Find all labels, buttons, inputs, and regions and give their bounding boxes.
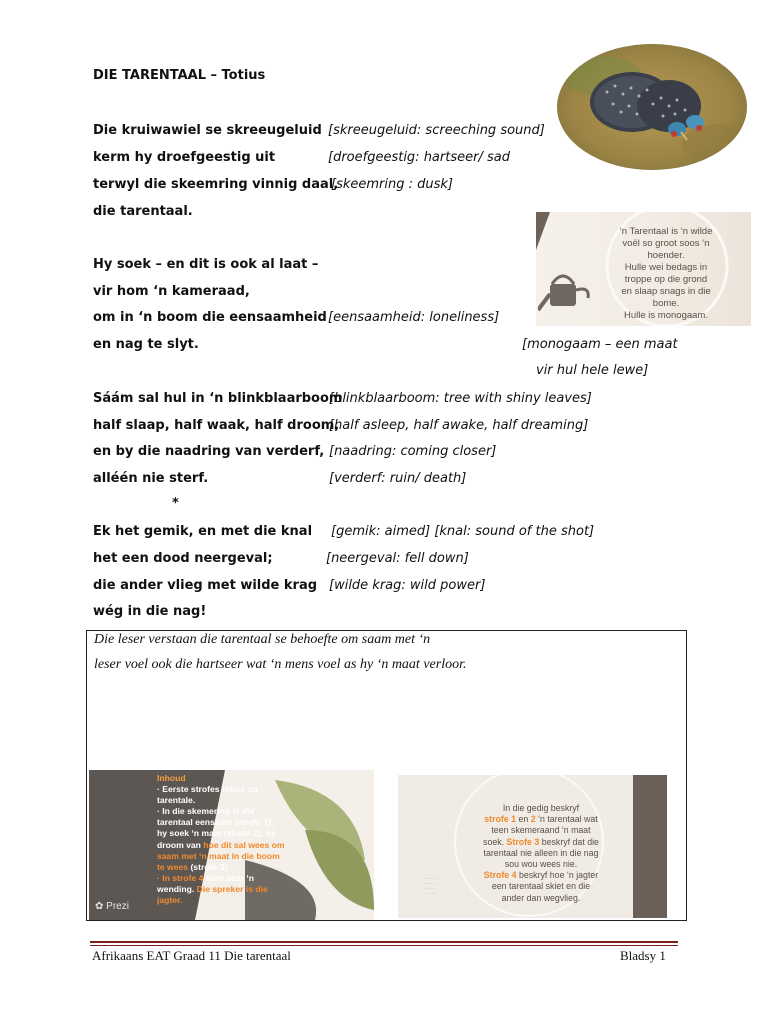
gloss: [neergeval: fell down]: [326, 551, 469, 566]
info-line: Hulle is monogaam.: [624, 310, 708, 321]
slide-highlight: Strofe 3: [506, 836, 540, 847]
poem-line: alléén nie sterf.: [93, 471, 209, 486]
slide-side-bar: [633, 775, 667, 918]
info-line: Hulle wei bedags in: [624, 262, 708, 273]
watering-can-icon: [538, 264, 594, 320]
slide-text: soek.: [483, 836, 507, 847]
poem-line: Die kruiwawiel se skreeugeluid: [93, 123, 322, 138]
gloss: [half asleep, half awake, half dreaming]: [329, 418, 589, 433]
info-line: en slaap snags in die: [621, 286, 711, 297]
guinea-fowl-photo: [557, 44, 747, 170]
poem-line: wég in die nag!: [93, 604, 207, 619]
poem-line: half slaap, half waak, half droom,: [93, 418, 340, 433]
gloss: vir hul hele lewe]: [536, 363, 649, 378]
poem-title: DIE TARENTAAL – Totius: [93, 68, 266, 83]
slide-text: wending.: [157, 883, 197, 894]
slide-highlight: te wees: [157, 861, 189, 872]
slide-line: tarentaal nie alleen in die nag: [483, 847, 599, 858]
slide-text: beskryf hoe ‘n jagter: [516, 870, 599, 881]
gloss: [skeemring : dusk]: [331, 177, 453, 192]
info-line: bome.: [652, 298, 680, 309]
info-card-text: [596, 226, 736, 322]
poem-line: terwyl die skeemring vinnig daal,: [93, 177, 339, 192]
slide-text: en: [516, 814, 531, 825]
gloss: [blinkblaarboom: tree with shiny leaves]: [329, 391, 592, 406]
slide-bullet: · In die skemering is die: [157, 806, 255, 817]
slide-bullet: [157, 862, 315, 873]
poem-line: die ander vlieg met wilde krag: [93, 578, 318, 593]
slide-structure-text: [470, 803, 612, 904]
slide-bullet: [157, 884, 315, 895]
poem-line: Ek het gemik, en met die knal: [93, 524, 313, 539]
slide-highlight: Die spreker is die: [196, 883, 268, 894]
slide-highlight: Strofe 4: [483, 870, 517, 881]
slide-poem-structure: [398, 775, 667, 918]
footer-rule: [90, 941, 678, 943]
gloss: [verderf: ruin/ death]: [329, 471, 467, 486]
slide-summary-text: [157, 773, 315, 906]
slide-line: ander dan wegvlieg.: [501, 892, 581, 903]
slide-text: kom daar ‘n: [203, 872, 254, 883]
slide-highlight: 2: [530, 814, 536, 825]
slide-line: [470, 837, 612, 848]
slide-highlight: hoe dit sal wees om: [203, 839, 285, 850]
gloss: [droefgeestig: hartseer/ sad: [328, 150, 510, 165]
poem-line: die tarentaal.: [93, 204, 193, 219]
info-line: hoender.: [647, 250, 685, 261]
gloss: [naadring: coming closer]: [329, 444, 497, 459]
poem-line: Hy soek – en dit is ook al laat –: [93, 257, 319, 272]
slide-line: een tarentaal skiet en die: [491, 881, 591, 892]
slide-highlight: strofe 1: [484, 814, 517, 825]
slide-highlight: jagter.: [157, 895, 183, 906]
slide-text: (strofe 3).: [188, 861, 230, 872]
slide-bullet: [157, 873, 315, 884]
description-line: Die leser verstaan die tarentaal se behoefte om saam met ‘n: [94, 632, 431, 647]
gloss: [gemik: aimed] [knal: sound of the shot]: [331, 524, 595, 539]
poem-line: Sáám sal hul in ‘n blinkblaarboom: [93, 391, 343, 406]
slide-text: beskryf dat die: [539, 836, 599, 847]
slide-bullet: tarentaal eensaam (strofe 1);: [157, 817, 275, 828]
card-corner-decoration: [536, 212, 550, 250]
poem-line: vir hom ‘n kameraad,: [93, 284, 250, 299]
slide-line: In die gedig beskryf: [502, 803, 580, 813]
footer-rule-thin: [90, 945, 678, 946]
slide-bullet: [157, 840, 315, 851]
info-line: ‘n Tarentaal is ‘n wilde: [619, 226, 713, 237]
poem-line: en by die naadring van verderf,: [93, 444, 325, 459]
slide-small-caption: · · · · · · · · · · · · · · · · · · · · · · · ·: [424, 877, 438, 896]
gloss: [skreeugeluid: screeching sound]: [328, 123, 545, 138]
footer-course-title: Afrikaans EAT Graad 11 Die tarentaal: [92, 948, 291, 963]
slide-line: [470, 870, 612, 881]
footer-page-number: Bladsy 1: [620, 948, 666, 963]
slide-line: teen skemeraand ‘n maat: [491, 825, 591, 836]
gloss: [monogaam – een maat: [522, 337, 678, 352]
poem-line: en nag te slyt.: [93, 337, 199, 352]
prezi-logo: ✿ Prezi: [95, 901, 129, 912]
slide-line: [470, 814, 612, 825]
poem-line: kerm hy droefgeestig uit: [93, 150, 276, 165]
slide-heading: Inhoud: [157, 773, 186, 783]
slide-text: droom van: [157, 839, 204, 850]
gloss: [wilde krag: wild power]: [329, 578, 486, 593]
slide-text: ‘n tarentaal wat: [535, 814, 598, 825]
info-line: voël so groot soos ‘n: [622, 238, 710, 249]
slide-highlight: saam met ‘n maat in die boom: [157, 850, 280, 861]
prezi-logo-text: Prezi: [106, 901, 129, 912]
info-line: troppe op die grond: [624, 274, 708, 285]
stanza-separator: *: [172, 496, 179, 511]
poem-line: het een dood neergeval;: [93, 551, 273, 566]
slide-bullet: hy soek ‘n maat (strofe 2); hy: [157, 828, 276, 839]
guinea-fowl-info-card: [536, 212, 751, 326]
description-line: leser voel ook die hartseer wat ‘n mens voel as hy ‘n maat verloor.: [94, 657, 467, 672]
slide-bullet: · Eerste strofes fokus op: [157, 784, 258, 795]
prezi-slide-summary: [89, 770, 374, 920]
slide-bullet: tarentale.: [157, 795, 196, 806]
slide-line: sou wou wees nie.: [504, 859, 578, 870]
poem-line: om in ‘n boom die eensaamheid: [93, 310, 327, 325]
gloss: [eensaamheid: loneliness]: [328, 310, 500, 325]
slide-highlight: · In strofe 4: [157, 872, 204, 883]
